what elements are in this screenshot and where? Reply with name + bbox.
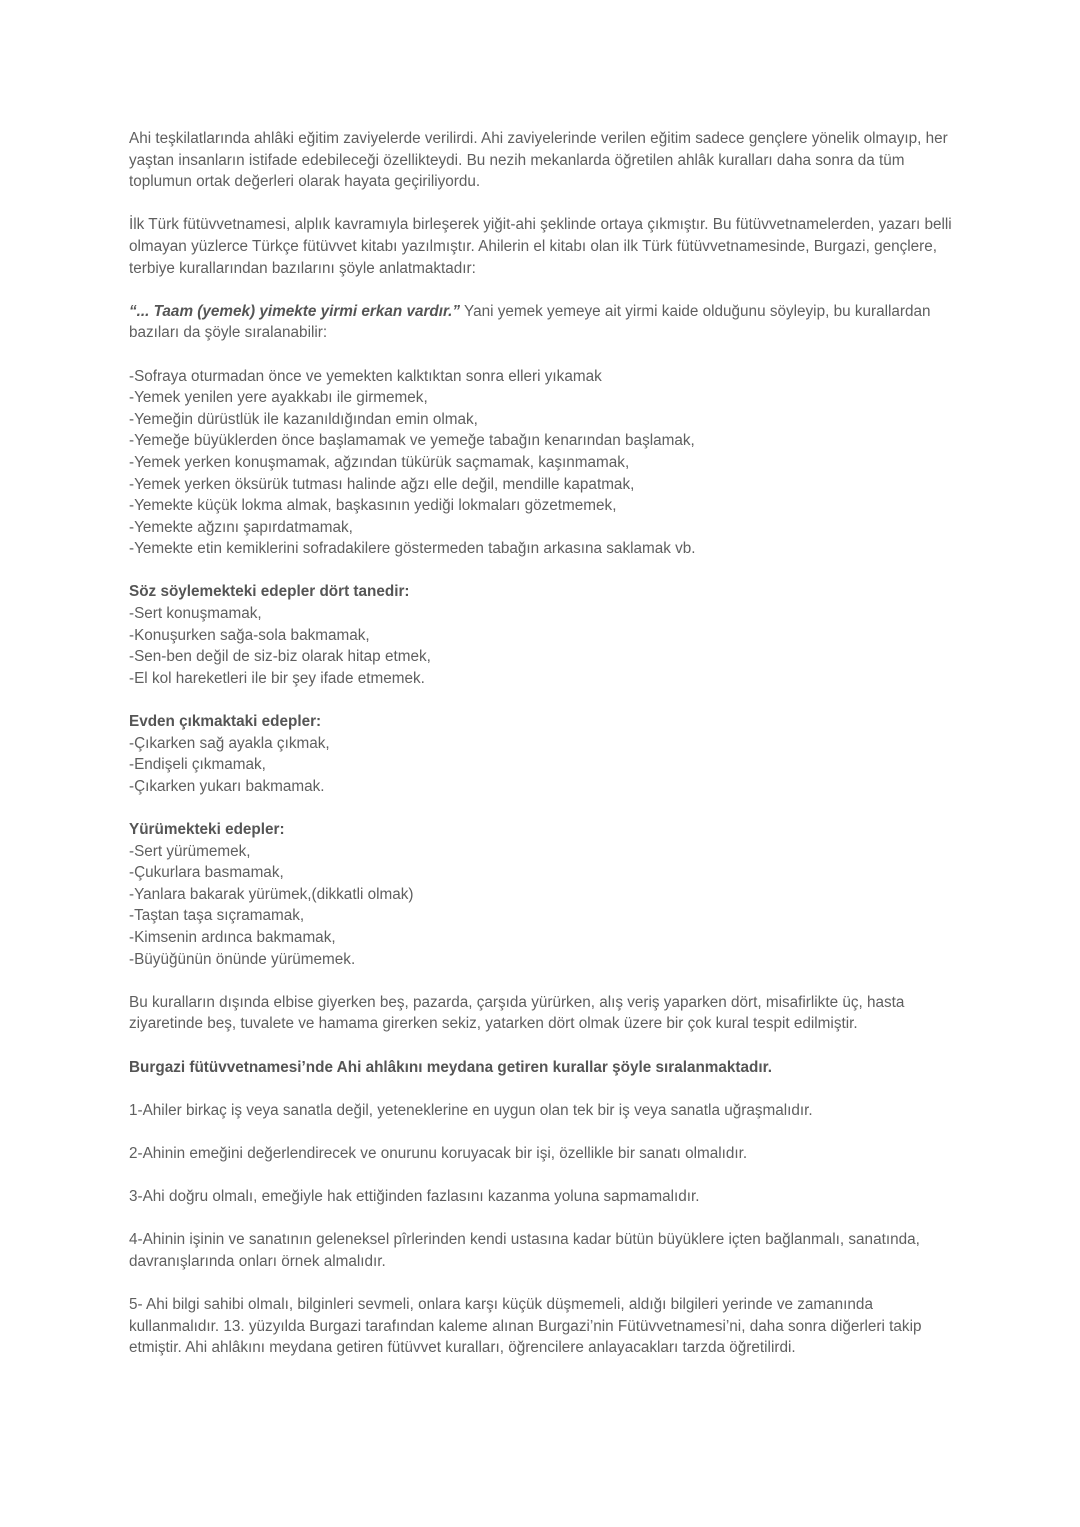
list-item: -El kol hareketleri ile bir şey ifade etmemek.	[129, 669, 425, 687]
walking-manners-section	[129, 819, 959, 970]
eating-rules-list	[129, 366, 959, 560]
list-item: -Sen-ben değil de siz-biz olarak hitap etmek,	[129, 648, 431, 666]
list-item: -Kimsenin ardınca bakmamak,	[129, 928, 336, 946]
list-item: -Çıkarken yukarı bakmamak.	[129, 777, 325, 795]
speech-manners-section	[129, 581, 959, 689]
intro-paragraph: Ahi teşkilatlarında ahlâki eğitim zaviyelerde verilirdi. Ahi zaviyelerinde verilen eğitim sadece gençlere yönelik olmayıp, her yaştan insanların istifade edebileceği özellikteydi. Bu nezih mekanlarda öğretilen ahlâk kuralları daha sonra da tüm toplumun ortak değerleri olarak hayata geçiriliyordu.	[129, 130, 948, 191]
list-item: -Konuşurken sağa-sola bakmamak,	[129, 626, 370, 644]
quote-text: “... Taam (yemek) yimekte yirmi erkan vardır.”	[129, 302, 461, 320]
list-item: -Yemek yerken konuşmamak, ağzından tükürük saçmamak, kaşınmamak,	[129, 453, 630, 471]
list-item: -Yemekte ağzını şapırdatmamak,	[129, 518, 353, 536]
leaving-home-section	[129, 711, 959, 797]
numbered-item: 1-Ahiler birkaç iş veya sanatla değil, yeteneklerine en uygun olan tek bir iş veya sanatla uğraşmalıdır.	[129, 1101, 813, 1119]
list-item: -Yemek yerken öksürük tutması halinde ağzı elle değil, mendille kapatmak,	[129, 475, 635, 493]
numbered-item: 4-Ahinin işinin ve sanatının geleneksel pîrlerinden kendi ustasına kadar bütün büyüklere içten bağlanmalı, sanatında, davranışlarında onları örnek almalıdır.	[129, 1231, 920, 1270]
list-item: -Çıkarken sağ ayakla çıkmak,	[129, 734, 330, 752]
quote-paragraph	[129, 301, 959, 344]
list-item: -Çukurlara basmamak,	[129, 864, 284, 882]
other-rules-paragraph: Bu kuralların dışında elbise giyerken beş, pazarda, çarşıda yürürken, alış veriş yaparken dört, misafirlikte üç, hasta ziyaretinde beş, tuvalete ve hamama girerken sekiz, yatarken dört olmak üzere bir çok kural tespit edilmiştir.	[129, 993, 905, 1033]
list-item: -Yemeğe büyüklerden önce başlamamak ve yemeğe tabağın kenarından başlamak,	[129, 432, 695, 450]
list-item: -Yemekte küçük lokma almak, başkasının yediği lokmaları gözetmemek,	[129, 497, 617, 515]
list-item: -Büyüğünün önünde yürümemek.	[129, 950, 356, 968]
list-item: -Sofraya oturmadan önce ve yemekten kalktıktan sonra elleri yıkamak	[129, 367, 602, 385]
numbered-item: 3-Ahi doğru olmalı, emeğiyle hak ettiğinden fazlasını kazanma yoluna sapmamalıdır.	[129, 1188, 700, 1206]
burgazi-rules-list	[129, 1100, 959, 1359]
burgazi-heading: Burgazi fütüvvetnamesi’nde Ahi ahlâkını meydana getiren kurallar şöyle sıralanmaktadır.	[129, 1058, 772, 1076]
list-item: -Sert yürümemek,	[129, 842, 251, 860]
list-item: -Yemek yenilen yere ayakkabı ile girmemek,	[129, 389, 428, 407]
list-item: -Yemeğin dürüstlük ile kazanıldığından emin olmak,	[129, 410, 478, 428]
list-item: -Sert konuşmamak,	[129, 605, 262, 623]
quote-explanation: Yani yemek yemeye ait yirmi kaide olduğunu söyleyip, bu kurallardan bazıları da şöyle sıralanabilir:	[129, 302, 931, 342]
list-item: -Taştan taşa sıçramamak,	[129, 907, 305, 925]
list-item: -Yemekte etin kemiklerini sofradakilere göstermeden tabağın arkasına saklamak vb.	[129, 540, 696, 558]
section-heading: Evden çıkmaktaki edepler:	[129, 713, 322, 731]
section-heading: Yürümekteki edepler:	[129, 821, 285, 838]
list-item: -Yanlara bakarak yürümek,(dikkatli olmak)	[129, 885, 414, 903]
numbered-item: 2-Ahinin emeğini değerlendirecek ve onurunu koruyacak bir işi, özellikle bir sanatı olmalıdır.	[129, 1144, 748, 1162]
section-heading: Söz söylemekteki edepler dört tanedir:	[129, 583, 410, 601]
list-item: -Endişeli çıkmamak,	[129, 756, 266, 774]
document-page	[129, 128, 959, 1380]
futuvvetname-paragraph: İlk Türk fütüvvetnamesi, alplık kavramıyla birleşerek yiğit-ahi şeklinde ortaya çıkmıştır. Bu fütüvvetnamelerden, yazarı belli olmayan yüzlerce Türkçe fütüvvet kitabı yazılmıştır. Ahilerin el kitabı olan ilk Türk fütüvvetnamesinde, Burgazi, gençlere, terbiye kurallarından bazılarını şöyle anlatmaktadır:	[129, 216, 952, 277]
numbered-item: 5- Ahi bilgi sahibi olmalı, bilginleri sevmeli, onlara karşı küçük düşmemeli, aldığı bilgileri yerinde ve zamanında kullanmalıdır. 13. yüzyılda Burgazi tarafından kaleme alınan Burgazi’nin Fütüvvetnamesi’ni, daha sonra diğerleri takip etmiştir. Ahi ahlâkını meydana getiren fütüvvet kuralları, öğrencilere anlayacakları tarzda öğretilirdi.	[129, 1296, 922, 1357]
